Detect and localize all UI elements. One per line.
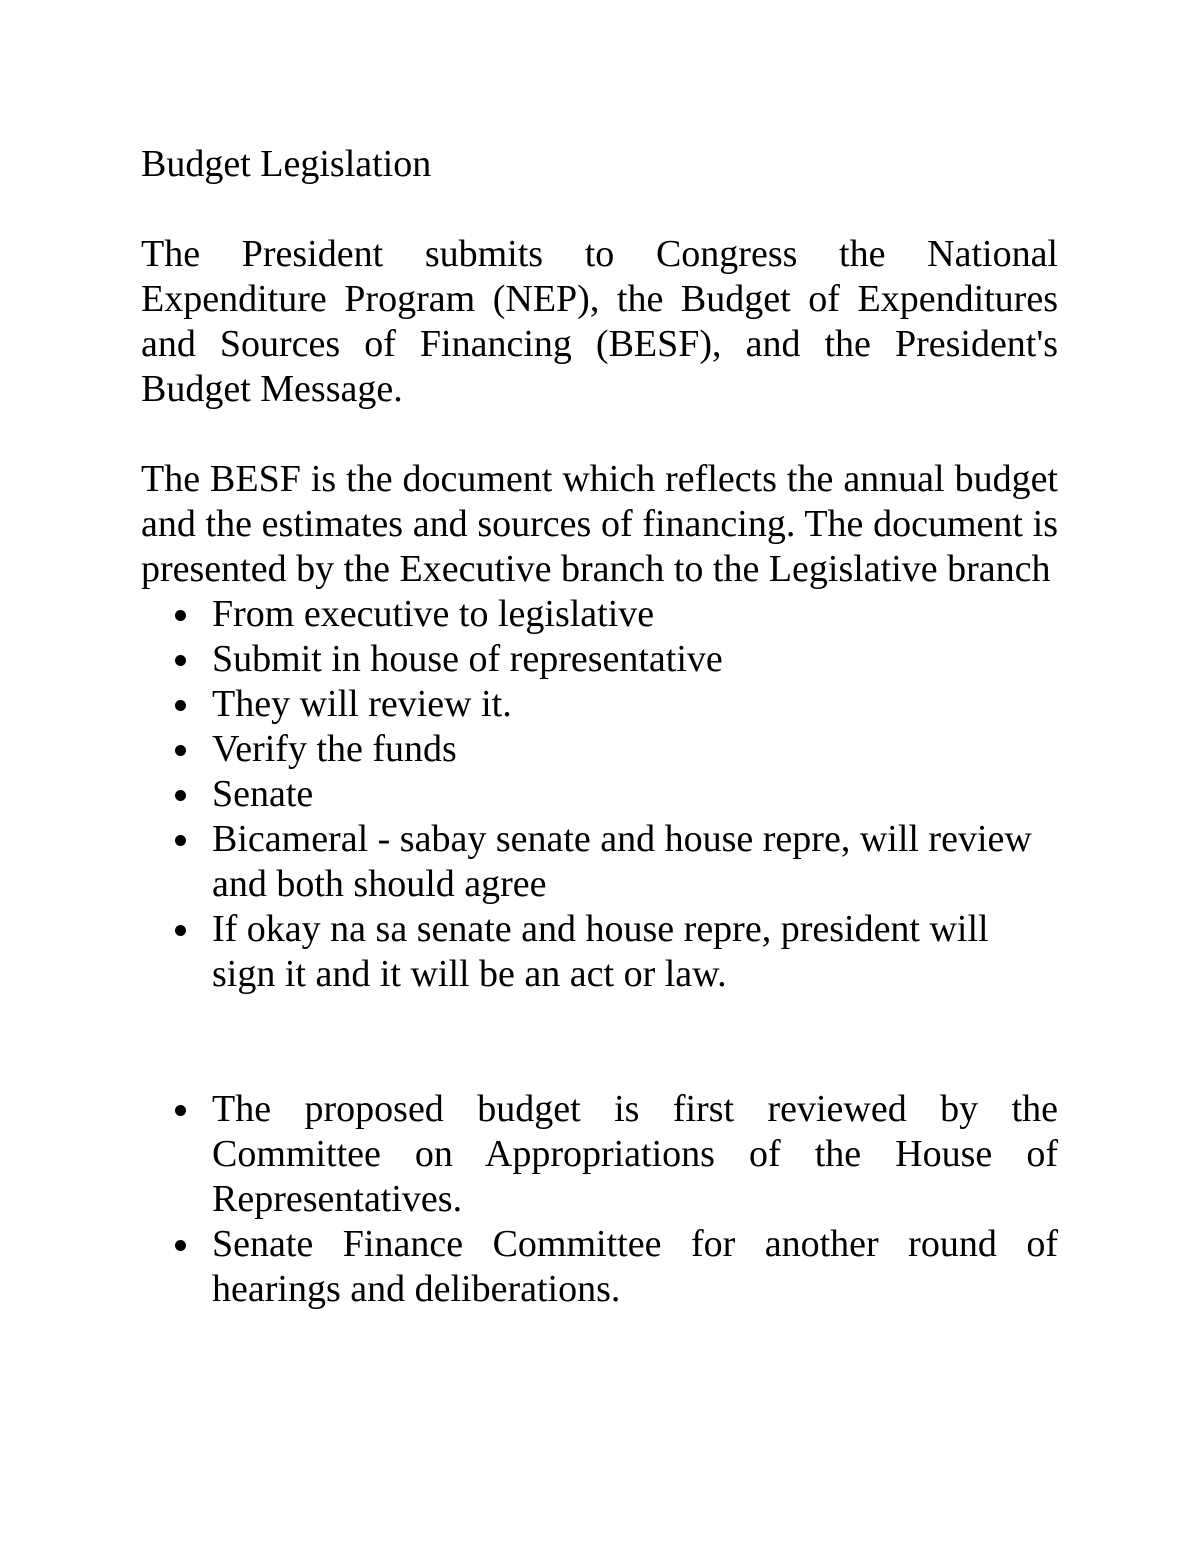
list-item-text: From executive to legislative bbox=[212, 593, 655, 635]
bullet-icon bbox=[175, 610, 186, 621]
bullet-icon bbox=[175, 700, 186, 711]
spacer bbox=[141, 187, 1058, 232]
list-item-text: Bicameral - sabay senate and house repre, will review and both should agree bbox=[212, 818, 1032, 905]
bullet-icon bbox=[175, 925, 186, 936]
list-item-text: If okay na sa senate and house repre, president will sign it and it will be an act or law. bbox=[212, 908, 989, 995]
bullet-icon bbox=[175, 790, 186, 801]
spacer bbox=[141, 997, 1058, 1087]
document-body bbox=[141, 142, 1058, 1312]
bullet-list-process bbox=[141, 592, 1058, 997]
list-item bbox=[141, 637, 1058, 682]
bullet-icon bbox=[175, 655, 186, 666]
spacer bbox=[141, 412, 1058, 457]
list-item bbox=[141, 682, 1058, 727]
list-item-text: Submit in house of representative bbox=[212, 638, 723, 680]
list-item bbox=[141, 592, 1058, 637]
bullet-list-review bbox=[141, 1087, 1058, 1312]
bullet-icon bbox=[175, 835, 186, 846]
list-item bbox=[141, 907, 1058, 997]
document-title: Budget Legislation bbox=[141, 143, 432, 185]
list-item-text: Senate Finance Committee for another round of hearings and deliberations. bbox=[212, 1223, 1058, 1310]
list-item-text: They will review it. bbox=[212, 683, 512, 725]
list-item bbox=[141, 1087, 1058, 1222]
list-item bbox=[141, 772, 1058, 817]
bullet-icon bbox=[175, 1240, 186, 1251]
paragraph-besf: The BESF is the document which reflects the annual budget and the estimates and sources of financing. The document is presented by the Executive branch to the Legislative branch bbox=[141, 458, 1058, 590]
list-item bbox=[141, 817, 1058, 907]
list-item-text: Senate bbox=[212, 773, 314, 815]
bullet-icon bbox=[175, 1105, 186, 1116]
bullet-icon bbox=[175, 745, 186, 756]
list-item bbox=[141, 1222, 1058, 1312]
paragraph-nep: The President submits to Congress the National Expenditure Program (NEP), the Budget of Expenditures and Sources of Financing (BESF), and the President's Budget Message. bbox=[141, 233, 1058, 410]
list-item bbox=[141, 727, 1058, 772]
list-item-text: Verify the funds bbox=[212, 728, 457, 770]
list-item-text: The proposed budget is first reviewed by the Committee on Appropriations of the House of Representatives. bbox=[212, 1088, 1058, 1220]
